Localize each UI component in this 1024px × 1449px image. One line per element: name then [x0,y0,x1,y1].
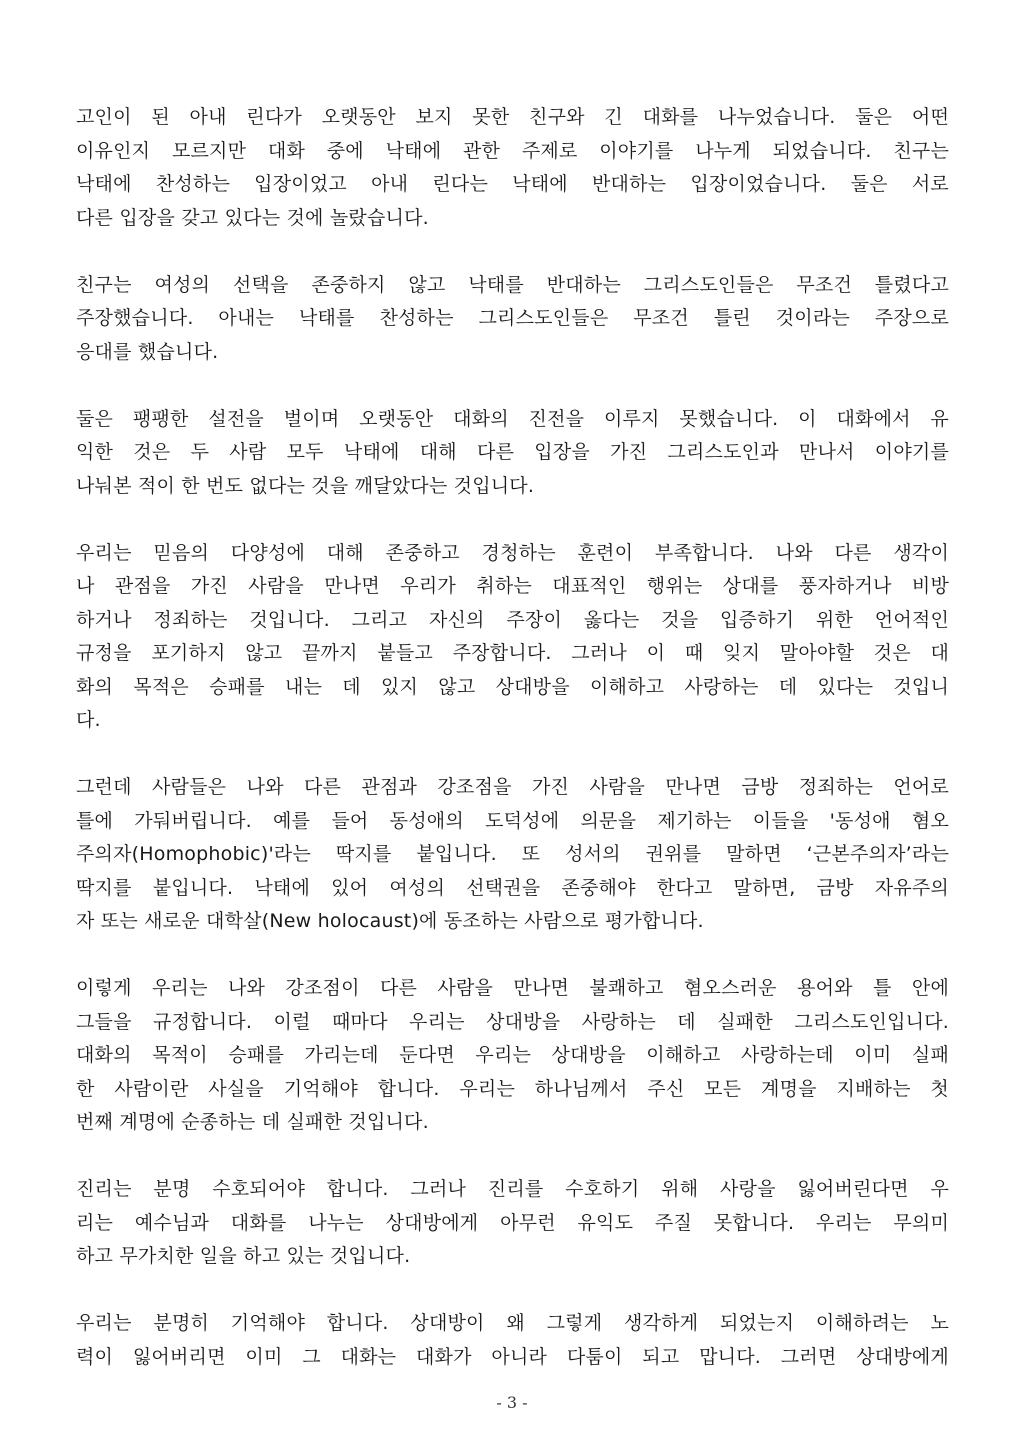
text-line: 대화의 목적이 승패를 가리는데 둔다면 우리는 상대방을 이해하고 사랑하는데 이미 실패 [76,1044,949,1066]
text-line: 화의 목적은 승패를 내는 데 있지 않고 상대방을 이해하고 사랑하는 데 있다는 것입니 [76,675,949,698]
document-body [76,101,949,1408]
text-line: 이렇게 우리는 나와 강조점이 다른 사람을 만나면 불쾌하고 혐오스러운 용어와 틀 안에 [76,977,949,999]
paragraph [76,972,949,1140]
text-line: 익한 것은 두 사람 모두 낙태에 대해 다른 입장을 가진 그리스도인과 만나서 이야기를 [76,441,949,463]
text-line: 리는 예수님과 대화를 나누는 상대방에게 아무런 유익도 주질 못합니다. 우리는 무의미 [76,1211,949,1234]
text-line: 한 사람이란 사실을 기억해야 합니다. 우리는 하나님께서 주신 모든 계명을 지배하는 첫 [76,1077,949,1100]
text-line: 딱지를 붙입니다. 낙태에 있어 여성의 선택권을 존중해야 한다고 말하면, 금방 자유주의 [76,876,949,899]
text-line: 나 관점을 가진 사람을 만나면 우리가 취하는 대표적인 행위는 상대를 풍자하거나 비방 [76,575,949,597]
text-line: 틀에 가둬버립니다. 예를 들어 동성애의 도덕성에 의문을 제기하는 이들을 '동성애 혐오 [76,809,949,832]
paragraph [76,101,949,235]
text-line: 응대를 했습니다. [76,340,219,363]
text-line: 그들을 규정합니다. 이럴 때마다 우리는 상대방을 사랑하는 데 실패한 그리스도인입니다. [76,1010,949,1033]
text-line: 친구는 여성의 선택을 존중하지 않고 낙태를 반대하는 그리스도인들은 무조건 틀렸다고 [76,273,949,296]
text-line: 자 또는 새로운 대학살(New holocaust)에 동조하는 사람으로 평가합니다. [76,910,704,932]
paragraph [76,1173,949,1274]
paragraph [76,537,949,738]
text-line: 하고 무가치한 일을 하고 있는 것입니다. [76,1245,411,1267]
text-line: 우리는 분명히 기억해야 합니다. 상대방이 왜 그렇게 생각하게 되었는지 이해하려는 노 [76,1312,949,1334]
text-line: 주장했습니다. 아내는 낙태를 찬성하는 그리스도인들은 무조건 틀린 것이라는 주장으로 [76,307,949,329]
text-line: 다른 입장을 갖고 있다는 것에 놀랐습니다. [76,206,429,229]
text-line: 나눠본 적이 한 번도 없다는 것을 깨달았다는 것입니다. [76,474,535,497]
text-line: 고인이 된 아내 린다가 오랫동안 보지 못한 친구와 긴 대화를 나누었습니다. 둘은 어떤 [76,106,949,128]
paragraph [76,771,949,939]
text-line: 진리는 분명 수호되어야 합니다. 그러나 진리를 수호하기 위해 사랑을 잃어버린다면 우 [76,1178,949,1200]
paragraph [76,269,949,370]
paragraph [76,1307,949,1374]
text-line: 이유인지 모르지만 대화 중에 낙태에 관한 주제로 이야기를 나누게 되었습니다. 친구는 [76,139,949,162]
paragraph [76,403,949,504]
page-number: - 3 - [496,1393,528,1412]
text-line: 둘은 팽팽한 설전을 벌이며 오랫동안 대화의 진전을 이루지 못했습니다. 이 대화에서 유 [76,407,949,430]
text-line: 력이 잃어버리면 이미 그 대화는 대화가 아니라 다툼이 되고 맙니다. 그러면 상대방에게 [76,1345,949,1368]
text-line: 다. [76,709,101,731]
text-line: 우리는 믿음의 다양성에 대해 존중하고 경청하는 훈련이 부족합니다. 나와 다른 생각이 [76,541,949,564]
text-line: 하거나 정죄하는 것입니다. 그리고 자신의 주장이 옳다는 것을 입증하기 위한 언어적인 [76,608,949,631]
text-line: 번째 계명에 순종하는 데 실패한 것입니다. [76,1111,429,1133]
text-line: 그런데 사람들은 나와 다른 관점과 강조점을 가진 사람을 만나면 금방 정죄하는 언어로 [76,776,949,798]
text-line: 규정을 포기하지 않고 끝까지 붙들고 주장합니다. 그러나 이 때 잊지 말아야할 것은 대 [76,642,949,664]
text-line: 낙태에 찬성하는 입장이었고 아내 린다는 낙태에 반대하는 입장이었습니다. 둘은 서로 [76,173,949,195]
text-line: 주의자(Homophobic)'라는 딱지를 붙입니다. 또 성서의 권위를 말하면 ‘근본주의자’라는 [76,843,949,865]
